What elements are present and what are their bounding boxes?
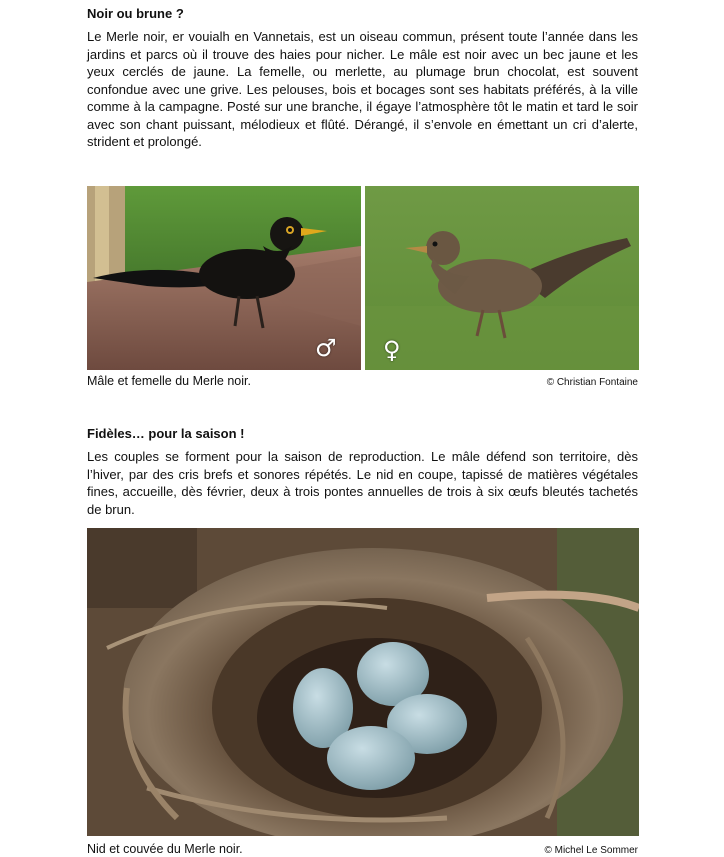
section-paragraph-1: Le Merle noir, er vouialh en Vannetais, est un oiseau commun, présent toute l’année dans les jardins et parcs où il trouve des haies pour nicher. Le mâle est noir avec un bec jaune et les yeux cerclés de jaune. La femelle, ou merlette, au plumage brun chocolat, est souvent confondue avec une grive. Les pelouses, bois et bocages sont ses habitats préférés, à la ville comme à la campagne. Posté sur une branche, il égaye l’atmosphère tôt le matin et tard le soir avec son chant puissant, mélodieux et flûté. Dérangé, il s’envole en émettant un cri d’alerte, strident et prolongé. bbox=[87, 29, 638, 149]
photo-credit-1: © Christian Fontaine bbox=[546, 377, 638, 388]
section-heading-1: Noir ou brune ? bbox=[87, 6, 184, 21]
male-blackbird-photo bbox=[87, 186, 361, 370]
male-symbol: ♂ bbox=[315, 334, 337, 362]
section-paragraph-2: Les couples se forment pour la saison de reproduction. Le mâle défend son territoire, dès l’hiver, par des cris brefs et sonores répétés. Le nid en coupe, tapissé de matières végétales fines, accueille, dès février, deux à trois pontes annuelles de trois à six œufs bleutés tachetés de brun. bbox=[87, 449, 638, 517]
nest-eggs-photo bbox=[87, 528, 639, 836]
photo-caption-1: Mâle et femelle du Merle noir. bbox=[87, 374, 251, 388]
section-heading-2: Fidèles… pour la saison ! bbox=[87, 426, 245, 441]
photo-credit-2: © Michel Le Sommer bbox=[544, 845, 638, 856]
female-symbol: ♀ bbox=[383, 336, 401, 364]
female-blackbird-photo bbox=[365, 186, 639, 370]
photo-caption-2: Nid et couvée du Merle noir. bbox=[87, 842, 243, 856]
